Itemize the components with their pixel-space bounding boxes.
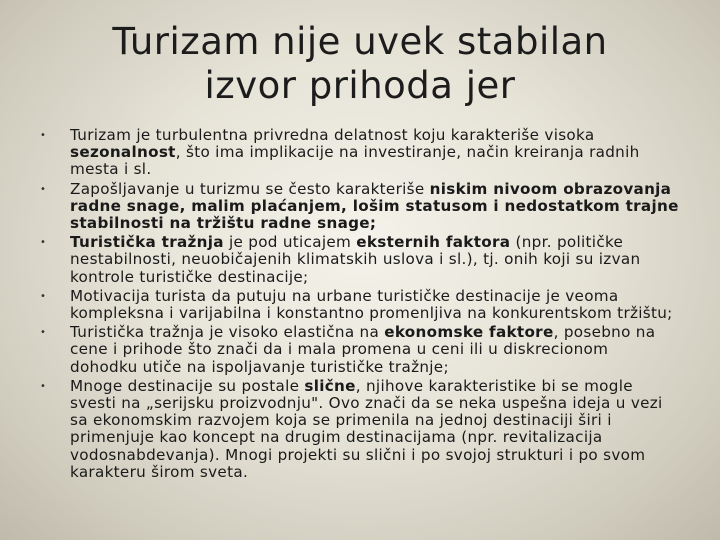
- bullet-text: [70, 377, 663, 481]
- text-run: Motivacija turista da putuju na urbane turističke destinacije je veoma kompleksna i varijabilna i konstantno promenljiva na konkurentskom tržištu;: [70, 286, 673, 323]
- slide-title-line-1: Turizam nije uvek stabilan: [112, 20, 608, 63]
- bullet-item: [40, 378, 680, 481]
- bold-text: sezonalnost: [70, 143, 176, 162]
- text-run: , njihove karakteristike bi se mogle svesti na „serijsku proizvodnju". Ovo znači da se neka uspešna ideja u vezi sa ekonomskim razvojem koja se primenila na jednoj destinaciji širi i primenjuje kao koncept na drugim destinacijama (npr. revitalizacija vodosnabdevanja). Mnogi projekti su slični i po svojoj strukturi i po svom karakteru širom sveta.: [70, 376, 663, 481]
- bullet-text: [70, 180, 679, 232]
- text-run: je pod uticajem: [223, 233, 357, 252]
- text-run: (npr. političke nestabilnosti, neuobičajenih klimatskih uslova i sl.), tj. onih koji su izvan kontrole turističke destinacije;: [70, 233, 641, 286]
- bold-text: Turistička tražnja: [70, 233, 224, 252]
- bold-text: niskim nivoom obrazovanja radne snage, malim plaćanjem, lošim statusom i nedostatkom trajne stabilnosti na tržištu radne snage;: [70, 179, 679, 233]
- bullet-item: [40, 288, 680, 322]
- text-run: Turistička tražnja je visoko elastična na: [70, 323, 385, 342]
- bullet-item: [40, 181, 680, 233]
- bold-text: ekonomske faktore: [384, 323, 554, 342]
- text-run: , posebno na cene i prihode što znači da i mala promena u ceni ili u diskrecionom dohodku utiče na ispoljavanje turističke tražnje;: [70, 323, 656, 376]
- bullet-icon: •: [40, 380, 47, 392]
- bullet-icon: •: [40, 237, 47, 249]
- text-run: Mnoge destinacije su postale: [70, 376, 305, 395]
- text-run: , što ima implikacije na investiranje, način kreiranja radnih mesta i sl.: [70, 143, 640, 179]
- bullet-list: [40, 127, 680, 483]
- text-run: Zapošljavanje u turizmu se često karakteriše: [70, 179, 430, 198]
- bullet-item: [40, 324, 680, 376]
- bold-text: slične: [304, 376, 356, 395]
- bold-text: eksternih faktora: [356, 233, 511, 252]
- bullet-item: [40, 127, 680, 179]
- bullet-text: [70, 233, 640, 285]
- bullet-text: [70, 323, 655, 375]
- text-run: Turizam je turbulentna privredna delatnost koju karakteriše visoka: [70, 126, 595, 144]
- slide-title-line-2: izvor prihoda jer: [204, 64, 516, 107]
- bullet-item: [40, 234, 680, 286]
- bullet-text: [70, 126, 640, 178]
- slide-title: [0, 20, 720, 108]
- bullet-icon: •: [40, 183, 47, 195]
- bullet-text: [70, 287, 673, 322]
- bullet-icon: •: [40, 130, 47, 141]
- bullet-icon: •: [40, 327, 47, 339]
- bullet-icon: •: [40, 290, 47, 302]
